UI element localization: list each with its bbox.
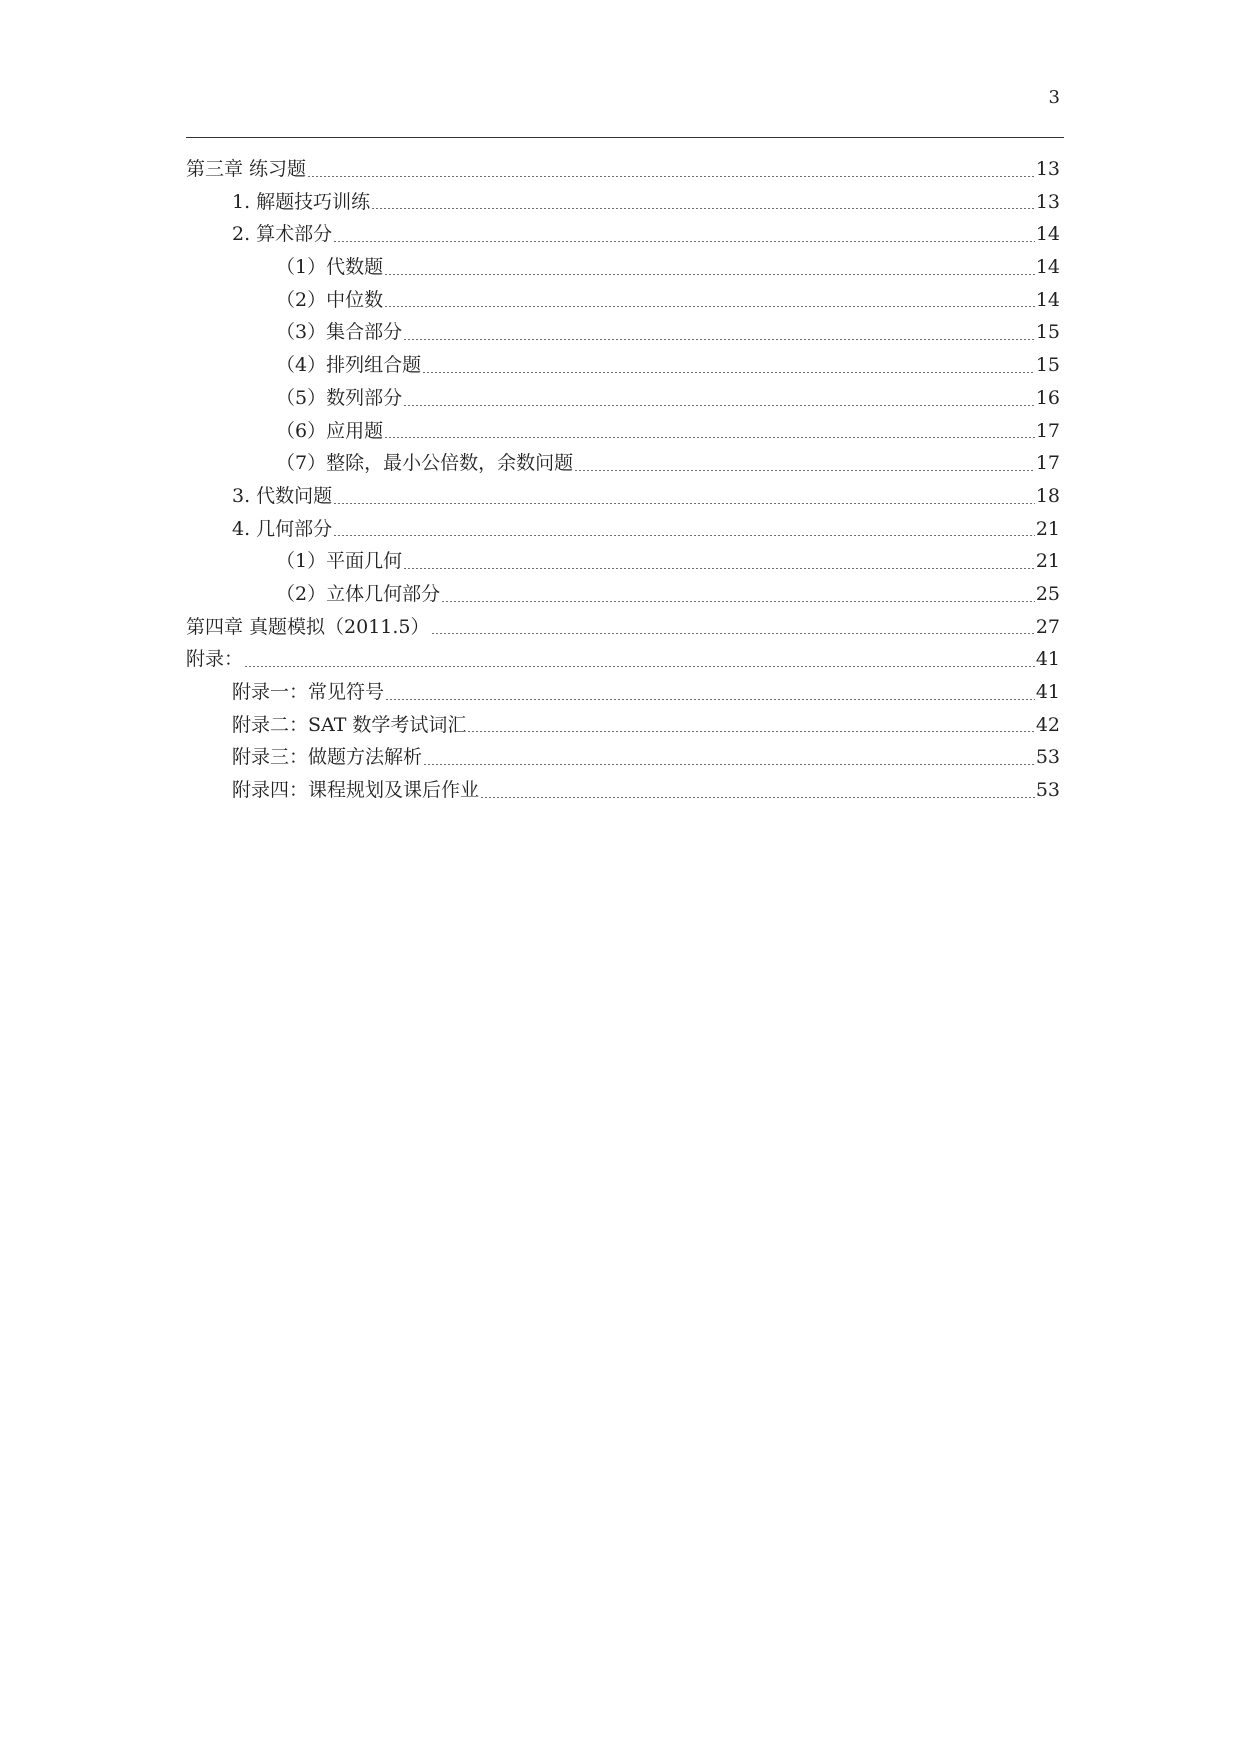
toc-entry-page: 17 (1035, 419, 1060, 442)
toc-entry-title: 1. 解题技巧训练 (232, 190, 371, 213)
toc-entry-page: 16 (1035, 386, 1060, 409)
toc-entry[interactable] (186, 153, 1060, 186)
toc-entry[interactable] (186, 676, 1060, 709)
toc-dot-leader (403, 568, 1035, 569)
header-rule (186, 137, 1064, 138)
toc-entry-page: 14 (1035, 288, 1060, 311)
toc-entry[interactable] (186, 513, 1060, 546)
toc-entry-page: 13 (1035, 190, 1060, 213)
toc-entry-page: 14 (1035, 256, 1060, 279)
toc-entry-title: （2）立体几何部分 (276, 582, 441, 605)
toc-entry[interactable] (186, 709, 1060, 742)
toc-entry[interactable] (186, 284, 1060, 317)
toc-dot-leader (467, 731, 1034, 732)
toc-dot-leader (423, 764, 1035, 765)
toc-entry-title: 附录三：做题方法解析 (232, 746, 423, 769)
toc-dot-leader (333, 241, 1035, 242)
toc-entry-page: 27 (1035, 615, 1060, 638)
toc-entry-page: 25 (1035, 582, 1060, 605)
toc-entry[interactable] (186, 415, 1060, 448)
toc-entry[interactable] (186, 480, 1060, 513)
toc-dot-leader (431, 633, 1035, 634)
toc-entry-title: （7）整除，最小公倍数，余数问题 (276, 452, 574, 475)
toc-entry-page: 53 (1035, 746, 1060, 769)
toc-entry[interactable] (186, 316, 1060, 349)
toc-entry-title: （1）平面几何 (276, 550, 403, 573)
toc-entry-page: 18 (1035, 484, 1060, 507)
toc-entry-title: 附录： (186, 648, 244, 671)
toc-entry[interactable] (186, 741, 1060, 774)
toc-dot-leader (307, 176, 1035, 177)
toc-entry-page: 21 (1035, 550, 1060, 573)
toc-entry-page: 53 (1035, 779, 1060, 802)
toc-entry-title: （4）排列组合题 (276, 354, 422, 377)
toc-entry[interactable] (186, 382, 1060, 415)
toc-entry-page: 42 (1035, 713, 1060, 736)
toc-entry-page: 41 (1035, 681, 1060, 703)
toc-entry[interactable] (186, 578, 1060, 611)
toc-entry-title: 第三章 练习题 (186, 158, 307, 180)
toc-entry-title: 3. 代数问题 (232, 484, 333, 507)
toc-dot-leader (244, 666, 1035, 667)
toc-dot-leader (384, 306, 1035, 307)
toc-entry-page: 15 (1035, 354, 1060, 377)
toc-dot-leader (441, 601, 1035, 602)
toc-entry-title: （5）数列部分 (276, 386, 403, 409)
toc-entry[interactable] (186, 349, 1060, 382)
toc-entry[interactable] (186, 611, 1060, 644)
toc-entry-title: 附录四：课程规划及课后作业 (232, 779, 480, 802)
table-of-contents (186, 153, 1060, 807)
toc-entry[interactable] (186, 774, 1060, 807)
toc-entry-page: 17 (1035, 452, 1060, 475)
toc-entry[interactable] (186, 447, 1060, 480)
toc-entry-page: 41 (1035, 648, 1060, 671)
toc-entry-page: 15 (1035, 321, 1060, 344)
toc-dot-leader (403, 339, 1035, 340)
toc-entry[interactable] (186, 643, 1060, 676)
toc-entry[interactable] (186, 186, 1060, 219)
toc-dot-leader (333, 535, 1035, 536)
toc-entry-title: 4. 几何部分 (232, 517, 333, 540)
toc-dot-leader (403, 405, 1035, 406)
toc-dot-leader (384, 274, 1035, 275)
toc-entry[interactable] (186, 251, 1060, 284)
page-number: 3 (1048, 87, 1060, 108)
toc-dot-leader (480, 797, 1035, 798)
toc-entry-title: （1）代数题 (276, 256, 384, 279)
toc-entry-title: （6）应用题 (276, 419, 384, 442)
toc-dot-leader (371, 208, 1035, 209)
toc-dot-leader (422, 372, 1035, 373)
toc-entry-title: 第四章 真题模拟（2011.5） (186, 615, 430, 638)
toc-entry-title: （3）集合部分 (276, 321, 403, 344)
toc-entry-page: 13 (1035, 158, 1060, 180)
toc-entry-title: （2）中位数 (276, 288, 384, 311)
toc-dot-leader (574, 470, 1035, 471)
toc-entry[interactable] (186, 545, 1060, 578)
toc-entry-page: 21 (1035, 517, 1060, 540)
toc-entry-title: 附录一：常见符号 (232, 681, 385, 703)
toc-dot-leader (333, 503, 1035, 504)
toc-dot-leader (384, 437, 1035, 438)
toc-entry-title: 附录二：SAT 数学考试词汇 (232, 713, 467, 736)
toc-entry[interactable] (186, 218, 1060, 251)
toc-entry-title: 2. 算术部分 (232, 223, 333, 246)
toc-dot-leader (385, 699, 1035, 700)
toc-entry-page: 14 (1035, 223, 1060, 246)
